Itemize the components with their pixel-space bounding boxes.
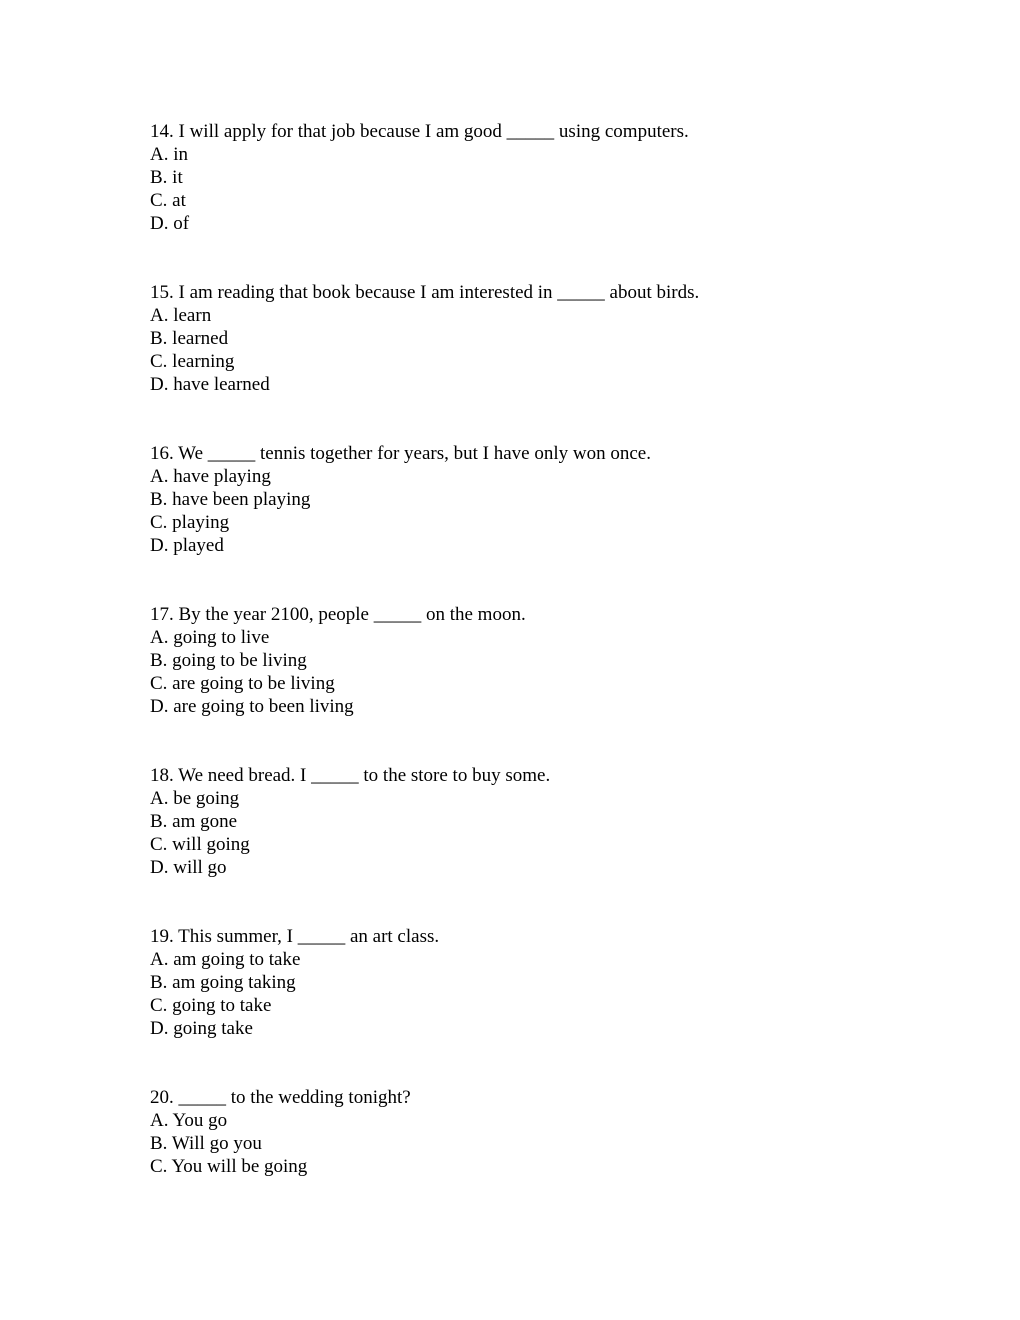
- answer-option: D. played: [150, 535, 224, 556]
- answer-option: C. will going: [150, 834, 250, 855]
- answer-option: D. of: [150, 213, 190, 234]
- answer-option: D. are going to been living: [150, 696, 354, 717]
- question-stem: 18. We need bread. I _____ to the store to buy some.: [150, 765, 551, 786]
- answer-option: C. learning: [150, 351, 235, 372]
- answer-option: A. You go: [150, 1110, 228, 1131]
- answer-option: B. am going taking: [150, 972, 296, 993]
- answer-option: C. at: [150, 190, 186, 211]
- answer-option: B. Will go you: [150, 1133, 262, 1154]
- answer-option: D. going take: [150, 1018, 253, 1039]
- answer-option: B. going to be living: [150, 650, 307, 671]
- question-stem: 15. I am reading that book because I am interested in _____ about birds.: [150, 282, 700, 303]
- question-17: [150, 603, 910, 718]
- question-stem: 17. By the year 2100, people _____ on the moon.: [150, 604, 526, 625]
- question-stem: 20. _____ to the wedding tonight?: [150, 1087, 411, 1108]
- question-stem: 14. I will apply for that job because I am good _____ using computers.: [150, 121, 689, 142]
- answer-option: A. have playing: [150, 466, 271, 487]
- answer-option: A. am going to take: [150, 949, 301, 970]
- answer-option: C. playing: [150, 512, 230, 533]
- question-14: [150, 120, 910, 235]
- question-stem: 19. This summer, I _____ an art class.: [150, 926, 440, 947]
- question-stem: 16. We _____ tennis together for years, but I have only won once.: [150, 443, 651, 464]
- question-20: [150, 1086, 910, 1178]
- answer-option: A. in: [150, 144, 188, 165]
- answer-option: B. am gone: [150, 811, 238, 832]
- question-18: [150, 764, 910, 879]
- answer-option: C. You will be going: [150, 1156, 308, 1177]
- question-19: [150, 925, 910, 1040]
- answer-option: D. will go: [150, 857, 227, 878]
- question-15: [150, 281, 910, 396]
- answer-option: B. learned: [150, 328, 229, 349]
- answer-option: D. have learned: [150, 374, 270, 395]
- answer-option: A. be going: [150, 788, 240, 809]
- answer-option: C. going to take: [150, 995, 272, 1016]
- answer-option: A. learn: [150, 305, 212, 326]
- answer-option: A. going to live: [150, 627, 270, 648]
- answer-option: B. it: [150, 167, 183, 188]
- answer-option: B. have been playing: [150, 489, 311, 510]
- question-16: [150, 442, 910, 557]
- answer-option: C. are going to be living: [150, 673, 335, 694]
